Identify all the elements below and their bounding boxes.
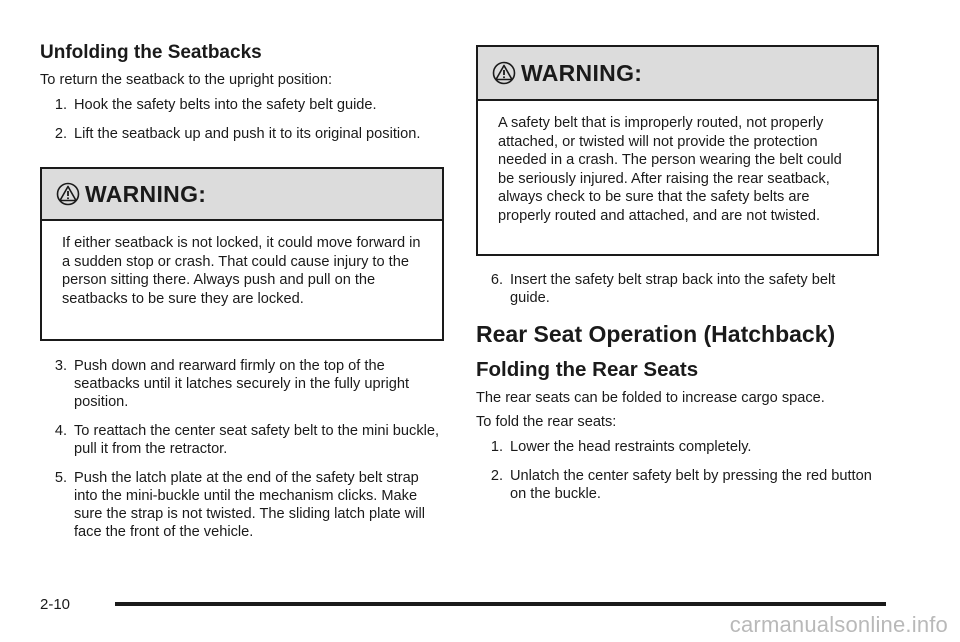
step-number: 1.	[54, 97, 67, 113]
step-number: 1.	[490, 439, 503, 455]
warning-header	[42, 169, 442, 221]
list-item	[476, 438, 879, 456]
warning-header	[478, 47, 877, 101]
step-number: 6.	[490, 272, 503, 288]
paragraph-to-fold: To fold the rear seats:	[476, 414, 617, 430]
paragraph-cargo-space: The rear seats can be folded to increase cargo space.	[476, 390, 825, 406]
steps-list-d	[476, 438, 879, 514]
warning-text: If either seatback is not locked, it could move forward in a sudden stop or crash. That could cause injury to the person sitting there. Always push and pull on the seatbacks to be sure they are locked.	[62, 235, 421, 307]
step-text: Unlatch the center safety belt by pressing the red button on the buckle.	[510, 468, 872, 502]
warning-triangle-icon	[56, 182, 80, 206]
list-item	[476, 271, 879, 307]
step-number: 2.	[54, 126, 67, 142]
step-text: Lower the head restraints completely.	[510, 439, 752, 455]
watermark: carmanualsonline.info	[729, 612, 948, 637]
warning-triangle-icon	[492, 61, 516, 85]
steps-list-c	[476, 271, 879, 318]
list-item	[40, 422, 444, 458]
step-number: 2.	[490, 468, 503, 484]
step-text: Push down and rearward firmly on the top of the seatbacks until it latches securely in the fully upright position.	[74, 358, 410, 410]
step-number: 5.	[54, 470, 67, 486]
list-item	[40, 357, 444, 411]
page-number: 2-10	[40, 596, 71, 613]
heading-unfolding-seatbacks: Unfolding the Seatbacks	[40, 42, 262, 63]
step-text: Insert the safety belt strap back into the safety belt guide.	[510, 272, 836, 306]
step-text: To reattach the center seat safety belt to the mini buckle, pull it from the retractor.	[74, 423, 440, 457]
warning-text: A safety belt that is improperly routed, not properly attached, or twisted will not provide the protection needed in a crash. The person wearing the belt could be seriously injured. After raising the rear seatback, always check to be sure that the safety belts are properly routed and attached, and are not twisted.	[498, 115, 842, 224]
step-text: Push the latch plate at the end of the safety belt strap into the mini-buckle until the mechanism clicks. Make sure the strap is not twisted. The sliding latch plate will face the front of the vehicle.	[74, 470, 425, 540]
warning-box-seatback-lock	[40, 167, 444, 341]
section-heading-rear-seat-operation: Rear Seat Operation (Hatchback)	[476, 321, 836, 347]
footer-rule	[115, 602, 886, 606]
list-item	[40, 125, 444, 143]
steps-list-b	[40, 357, 444, 552]
step-number: 4.	[54, 423, 67, 439]
list-item	[476, 467, 879, 503]
step-number: 3.	[54, 358, 67, 374]
steps-list-a	[40, 96, 444, 154]
list-item	[40, 469, 444, 541]
heading-folding-rear-seats: Folding the Rear Seats	[476, 358, 699, 381]
warning-box-belt-routing	[476, 45, 879, 256]
list-item	[40, 96, 444, 114]
warning-title: WARNING:	[85, 180, 207, 207]
step-text: Lift the seatback up and push it to its original position.	[74, 126, 421, 142]
intro-text: To return the seatback to the upright position:	[40, 72, 333, 88]
warning-title: WARNING:	[521, 59, 643, 86]
step-text: Hook the safety belts into the safety belt guide.	[74, 97, 377, 113]
